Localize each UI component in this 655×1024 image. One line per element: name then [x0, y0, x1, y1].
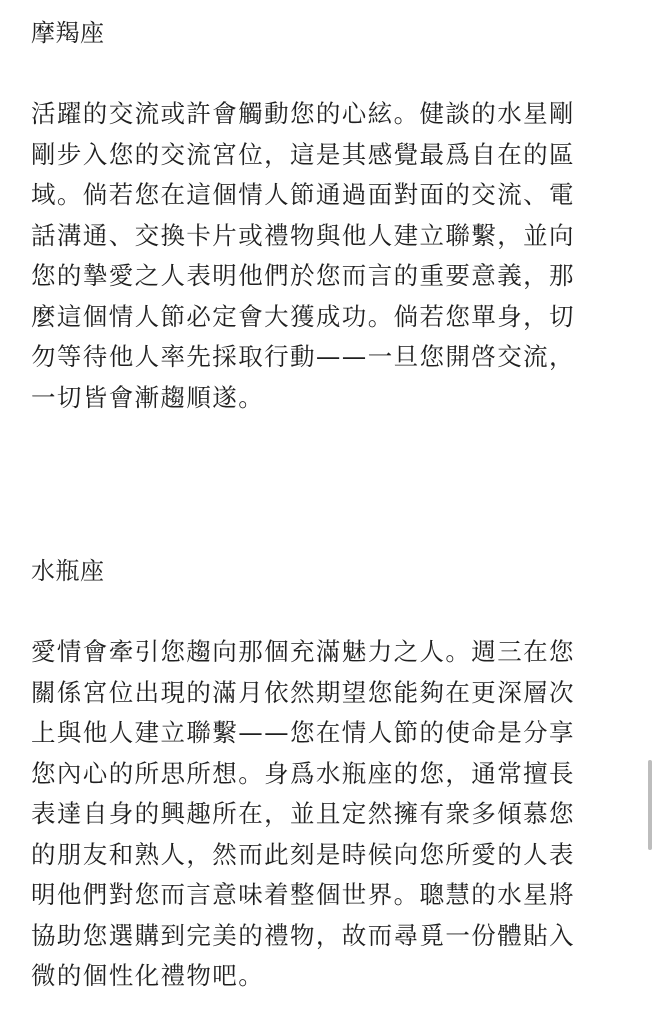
paragraph-line: 麼這個情人節必定會大獲成功。倘若您單身，切	[31, 301, 575, 331]
paragraph-line: 話溝通、交換卡片或禮物與他人建立聯繫，並向	[31, 220, 575, 250]
paragraph-line: 微的個性化禮物吧。	[31, 961, 265, 990]
scrollbar-thumb[interactable]	[648, 760, 652, 850]
paragraph-line: 上與他人建立聯繫——您在情人節的使命是分享	[31, 718, 575, 747]
paragraph-line: 您的摯愛之人表明他們於您而言的重要意義，那	[31, 261, 575, 290]
paragraph-line: 關係宮位出現的滿月依然期望您能夠在更深層次	[31, 677, 575, 707]
aquarius-paragraph	[31, 632, 631, 997]
paragraph-line: 一切皆會漸趨順遂。	[31, 382, 265, 412]
paragraph-line: 剛步入您的交流宮位，這是其感覺最爲自在的區	[31, 139, 575, 169]
capricorn-heading: 摩羯座	[31, 19, 105, 47]
paragraph-line: 的朋友和熟人，然而此刻是時候向您所愛的人表	[31, 839, 575, 869]
capricorn-paragraph	[31, 94, 631, 418]
paragraph-line: 您內心的所思所想。身爲水瓶座的您，通常擅長	[31, 758, 575, 788]
paragraph-line: 明他們對您而言意味着整個世界。聰慧的水星將	[31, 880, 575, 909]
paragraph-line: 表達自身的興趣所在，並且定然擁有衆多傾慕您	[31, 799, 575, 828]
paragraph-line: 愛情會牽引您趨向那個充滿魅力之人。週三在您	[31, 637, 575, 666]
paragraph-line: 協助您選購到完美的禮物，故而尋覓一份體貼入	[31, 920, 575, 950]
paragraph-line: 活躍的交流或許會觸動您的心絃。健談的水星剛	[31, 99, 575, 128]
paragraph-line: 勿等待他人率先採取行動——一旦您開啓交流，	[31, 342, 575, 371]
aquarius-heading: 水瓶座	[31, 557, 105, 585]
paragraph-line: 域。倘若您在這個情人節通過面對面的交流、電	[31, 180, 575, 209]
